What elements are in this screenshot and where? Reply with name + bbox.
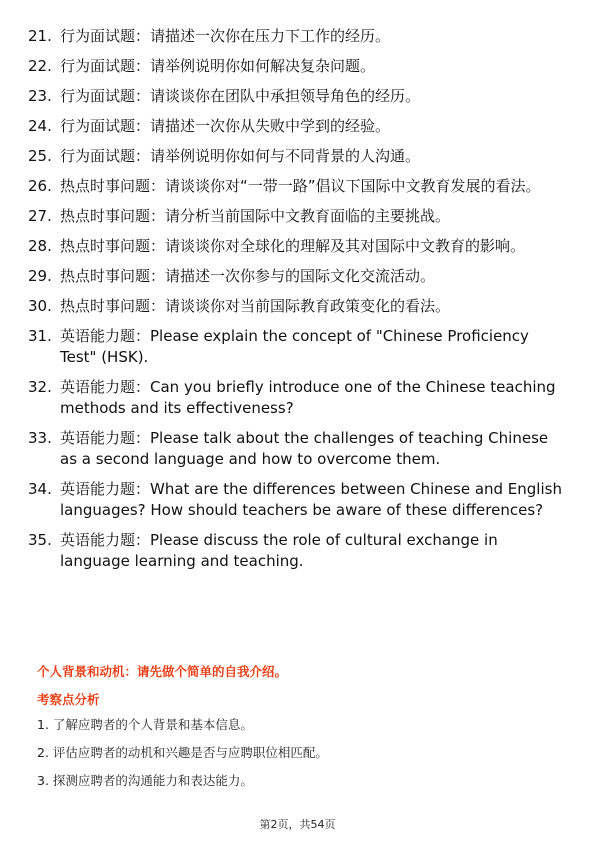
question-category: 热点时事问题： bbox=[60, 207, 166, 225]
question-number: 33. bbox=[28, 429, 52, 447]
question-category: 英语能力题： bbox=[60, 327, 151, 345]
question-body bbox=[60, 26, 568, 47]
question-category: 英语能力题： bbox=[60, 429, 151, 447]
question-category: 热点时事问题： bbox=[60, 297, 166, 315]
question-item bbox=[28, 428, 568, 470]
question-text: What are the differences between Chinese and English languages? How should teachers be aware of these differences? bbox=[60, 480, 562, 519]
question-category: 热点时事问题： bbox=[60, 267, 166, 285]
question-body bbox=[60, 146, 568, 167]
analysis-point: 3. 探测应聘者的沟通能力和表达能力。 bbox=[37, 773, 253, 788]
question-list bbox=[28, 26, 568, 581]
question-item bbox=[28, 479, 568, 521]
question-category: 行为面试题： bbox=[60, 87, 151, 105]
question-body bbox=[60, 296, 568, 317]
question-category: 热点时事问题： bbox=[60, 237, 166, 255]
question-body bbox=[60, 86, 568, 107]
question-number: 25. bbox=[28, 147, 52, 165]
question-number: 32. bbox=[28, 378, 52, 396]
question-number: 28. bbox=[28, 237, 52, 255]
question-category: 行为面试题： bbox=[60, 117, 151, 135]
question-category: 英语能力题： bbox=[60, 531, 151, 549]
question-body bbox=[60, 377, 568, 419]
question-text: 请谈谈你在团队中承担领导角色的经历。 bbox=[150, 87, 421, 105]
question-item bbox=[28, 56, 568, 77]
question-text: 请分析当前国际中文教育面临的主要挑战。 bbox=[165, 207, 451, 225]
question-body bbox=[60, 326, 568, 368]
question-body bbox=[60, 56, 568, 77]
question-number: 30. bbox=[28, 297, 52, 315]
question-body bbox=[60, 266, 568, 287]
question-number: 29. bbox=[28, 267, 52, 285]
question-number: 35. bbox=[28, 531, 52, 549]
question-category: 英语能力题： bbox=[60, 480, 151, 498]
question-item bbox=[28, 146, 568, 167]
question-body bbox=[60, 116, 568, 137]
question-body bbox=[60, 176, 568, 197]
question-number: 26. bbox=[28, 177, 52, 195]
question-item bbox=[28, 206, 568, 227]
question-number: 22. bbox=[28, 57, 52, 75]
analysis-points bbox=[37, 716, 567, 800]
question-text: 请描述一次你参与的国际文化交流活动。 bbox=[165, 267, 436, 285]
question-body bbox=[60, 206, 568, 227]
analysis-point: 1. 了解应聘者的个人背景和基本信息。 bbox=[37, 717, 253, 732]
question-item bbox=[28, 266, 568, 287]
question-item bbox=[28, 530, 568, 572]
question-item bbox=[28, 176, 568, 197]
question-item bbox=[28, 116, 568, 137]
question-text: 请谈谈你对全球化的理解及其对国际中文教育的影响。 bbox=[165, 237, 526, 255]
question-item bbox=[28, 326, 568, 368]
question-text: 请谈谈你对当前国际教育政策变化的看法。 bbox=[165, 297, 451, 315]
question-body bbox=[60, 428, 568, 470]
analysis-heading: 考察点分析 bbox=[37, 692, 100, 707]
question-body bbox=[60, 530, 568, 572]
question-text: 请描述一次你从失败中学到的经验。 bbox=[150, 117, 391, 135]
question-text: 请谈谈你对“一带一路”倡议下国际中文教育发展的看法。 bbox=[165, 177, 541, 195]
question-text: 请举例说明你如何与不同背景的人沟通。 bbox=[150, 147, 421, 165]
question-category: 英语能力题： bbox=[60, 378, 151, 396]
question-text: 请举例说明你如何解决复杂问题。 bbox=[150, 57, 376, 75]
question-text: 请描述一次你在压力下工作的经历。 bbox=[150, 27, 391, 45]
question-number: 23. bbox=[28, 87, 52, 105]
question-category: 热点时事问题： bbox=[60, 177, 166, 195]
analysis-point: 2. 评估应聘者的动机和兴趣是否与应聘职位相匹配。 bbox=[37, 745, 328, 760]
question-number: 24. bbox=[28, 117, 52, 135]
question-body bbox=[60, 479, 568, 521]
question-category: 行为面试题： bbox=[60, 147, 151, 165]
question-body bbox=[60, 236, 568, 257]
question-item bbox=[28, 26, 568, 47]
question-category: 行为面试题： bbox=[60, 27, 151, 45]
question-item bbox=[28, 86, 568, 107]
question-text: Please discuss the role of cultural exchange in language learning and teaching. bbox=[60, 531, 498, 570]
question-text: Please talk about the challenges of teaching Chinese as a second language and how to overcome them. bbox=[60, 429, 549, 468]
question-text: Please explain the concept of "Chinese Proficiency Test" (HSK). bbox=[60, 327, 529, 366]
question-number: 34. bbox=[28, 480, 52, 498]
question-category: 行为面试题： bbox=[60, 57, 151, 75]
question-text: Can you briefly introduce one of the Chinese teaching methods and its effectiveness? bbox=[60, 378, 556, 417]
question-number: 31. bbox=[28, 327, 52, 345]
question-number: 21. bbox=[28, 27, 52, 45]
question-item bbox=[28, 377, 568, 419]
question-item bbox=[28, 236, 568, 257]
page-footer: 第2页，共54页 bbox=[259, 818, 336, 831]
question-item bbox=[28, 296, 568, 317]
focus-question-heading: 个人背景和动机：请先做个简单的自我介绍。 bbox=[37, 664, 288, 679]
question-number: 27. bbox=[28, 207, 52, 225]
